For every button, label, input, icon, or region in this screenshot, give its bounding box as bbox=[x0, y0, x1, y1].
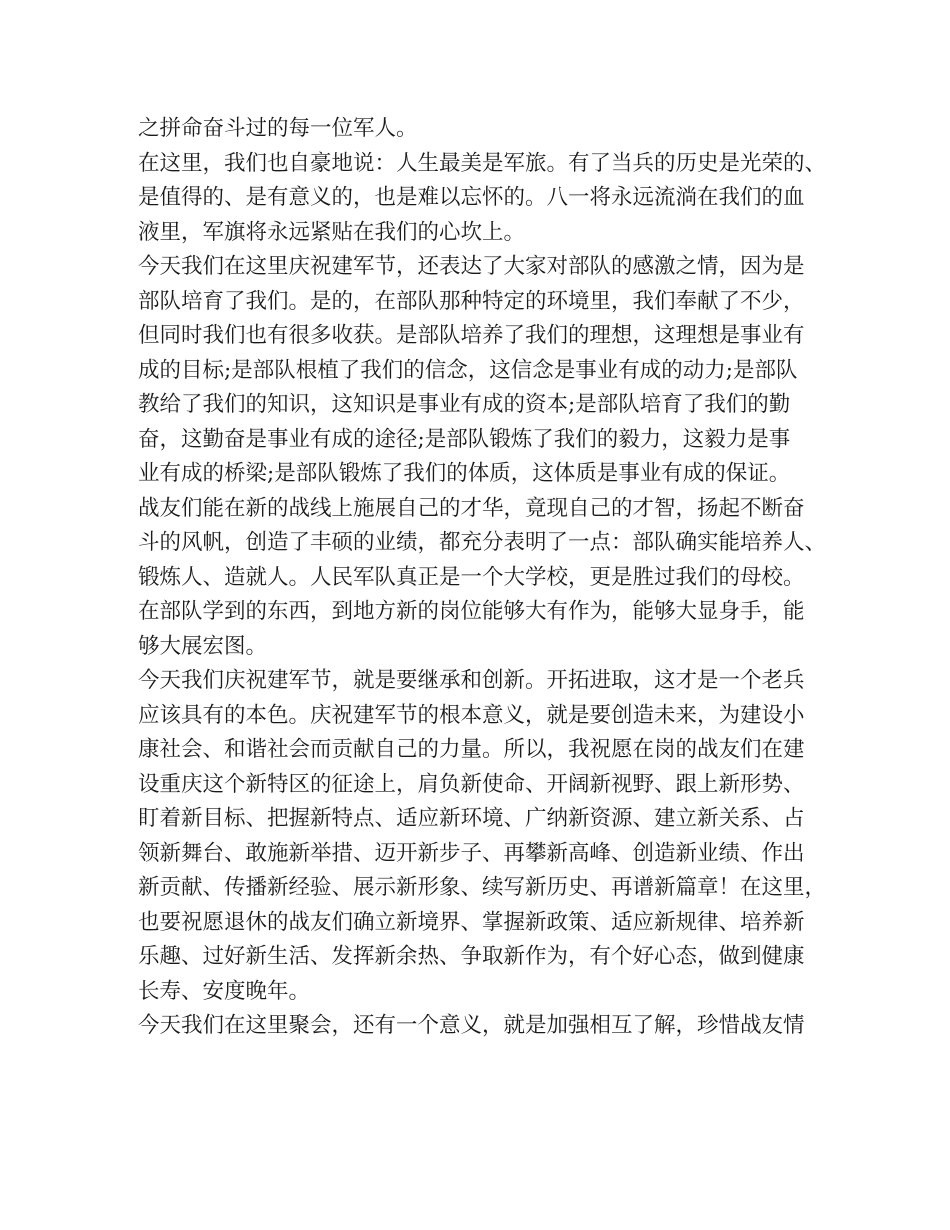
text-line: 战友们能在新的战线上施展自己的才华，竟现自己的才智，扬起不断奋 bbox=[138, 495, 805, 521]
text-line: 但同时我们也有很多收获。是部队培养了我们的理想，这理想是事业有 bbox=[138, 323, 805, 348]
text-line: 部队培育了我们。是的，在部队那种特定的环境里，我们奉献了不少， bbox=[138, 288, 805, 314]
text-line: 长寿、安度晚年。 bbox=[138, 978, 311, 1004]
text-line: 之拼命奋斗过的每一位军人。 bbox=[138, 116, 418, 141]
text-line: 锻炼人、造就人。人民军队真正是一个大学校，更是胜过我们的母校。 bbox=[138, 564, 805, 590]
text-line: 领新舞台、敢施新举措、迈开新步子、再攀新高峰、创造新业绩、作出 bbox=[138, 840, 805, 866]
text-line: 康社会、和谐社会而贡献自己的力量。所以，我祝愿在岗的战友们在建 bbox=[138, 737, 805, 762]
text-line: 盯着新目标、把握新特点、适应新环境、广纳新资源、建立新关系、占 bbox=[138, 806, 805, 831]
text-line: 奋，这勤奋是事业有成的途径;是部队锻炼了我们的毅力，这毅力是事 bbox=[138, 426, 791, 452]
text-line: 斗的风帆，创造了丰硕的业绩，都充分表明了一点：部队确实能培养人、 bbox=[138, 530, 827, 555]
text-line: 乐趣、过好新生活、发挥新余热、争取新作为，有个好心态，做到健康 bbox=[138, 944, 805, 969]
text-line: 是值得的、是有意义的，也是难以忘怀的。八一将永远流淌在我们的血 bbox=[138, 185, 805, 210]
body-text bbox=[138, 112, 828, 1044]
text-line: 今天我们庆祝建军节，就是要继承和创新。开拓进取，这才是一个老兵 bbox=[138, 668, 805, 693]
text-line: 成的目标;是部队根植了我们的信念，这信念是事业有成的动力;是部队 bbox=[138, 357, 798, 383]
text-line: 应该具有的本色。庆祝建军节的根本意义，就是要创造未来，为建设小 bbox=[138, 702, 805, 728]
text-line: 液里，军旗将永远紧贴在我们的心坎上。 bbox=[138, 219, 526, 245]
text-line: 在部队学到的东西，到地方新的岗位能够大有作为，能够大显身手，能 bbox=[138, 599, 805, 624]
text-line: 业有成的桥梁;是部队锻炼了我们的体质，这体质是事业有成的保证。 bbox=[138, 461, 791, 486]
text-line: 够大展宏图。 bbox=[138, 633, 268, 659]
text-line: 设重庆这个新特区的征途上，肩负新使命、开阔新视野、跟上新形势、 bbox=[138, 771, 805, 797]
text-line: 新贡献、传播新经验、展示新形象、续写新历史、再谱新篇章！在这里， bbox=[138, 875, 827, 900]
text-line: 今天我们在这里庆祝建军节，还表达了大家对部队的感激之情，因为是 bbox=[138, 254, 805, 279]
text-line: 今天我们在这里聚会，还有一个意义，就是加强相互了解，珍惜战友情 bbox=[138, 1013, 805, 1038]
text-line: 在这里，我们也自豪地说：人生最美是军旅。有了当兵的历史是光荣的、 bbox=[138, 150, 827, 176]
text-line: 也要祝愿退休的战友们确立新境界、掌握新政策、适应新规律、培养新 bbox=[138, 909, 805, 935]
text-line: 教给了我们的知识，这知识是事业有成的资本;是部队培育了我们的勤 bbox=[138, 392, 791, 417]
